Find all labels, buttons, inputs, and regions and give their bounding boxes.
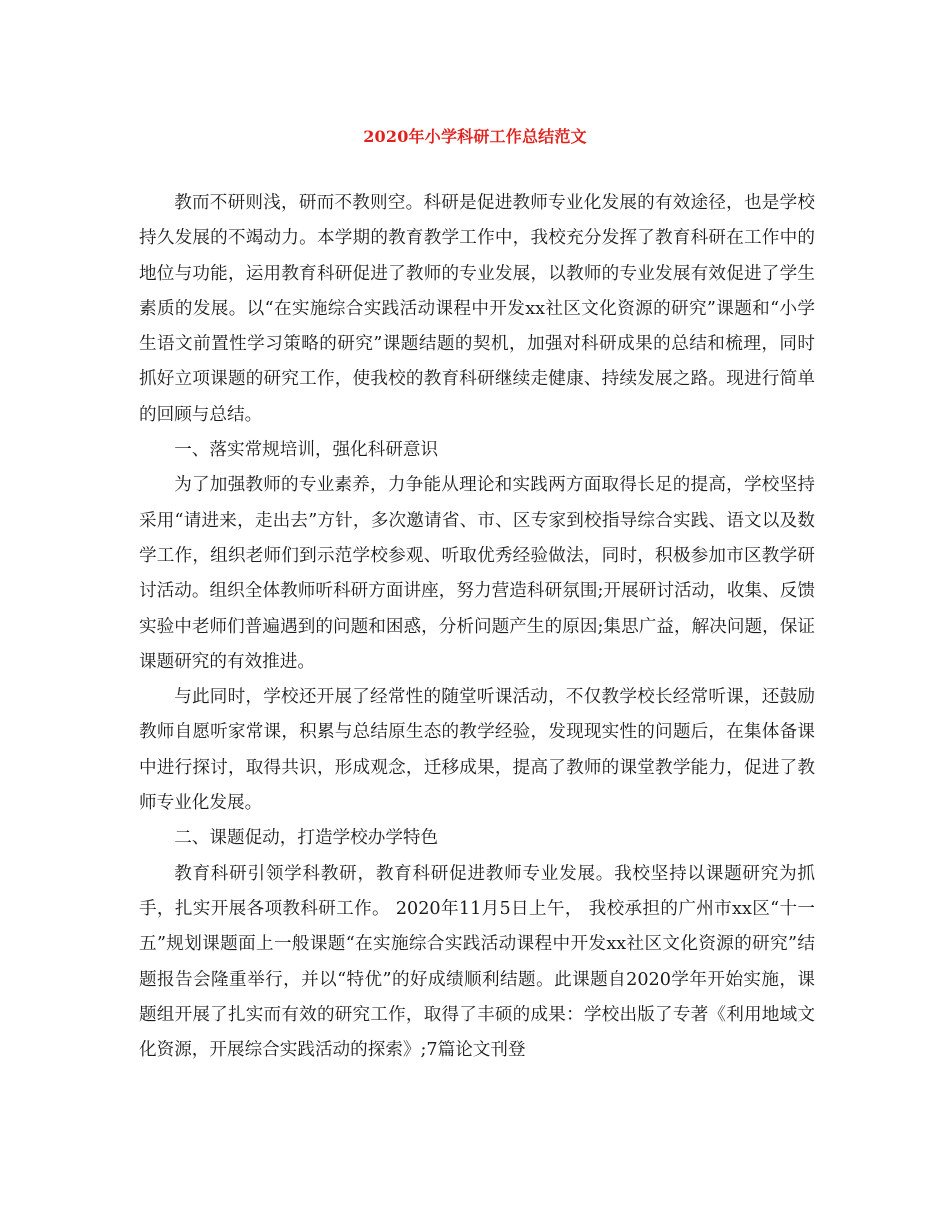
paragraph-intro: 教而不研则浅，研而不教则空。科研是促进教师专业化发展的有效途径，也是学校持久发展的不竭动力。本学期的教育教学工作中，我校充分发挥了教育科研在工作中的地位与功能，运用教育科研促进了教师的专业发展，以教师的专业发展有效促进了学生素质的发展。以“在实施综合实践活动课程中开发xx社区文化资源的研究”课题和“小学生语文前置性学习策略的研究”课题结题的契机，加强对科研成果的总结和梳理，同时抓好立项课题的研究工作，使我校的教育科研继续走健康、持续发展之路。现进行简单的回顾与总结。 [139, 193, 815, 425]
paragraph-training: 为了加强教师的专业素养，力争能从理论和实践两方面取得长足的提高，学校坚持采用“请进来，走出去”方针，多次邀请省、市、区专家到校指导综合实践、语文以及数学工作，组织老师们到示范学校参观、听取优秀经验做法，同时，积极参加市区教学研讨活动。组织全体教师听科研方面讲座，努力营造科研氛围;开展研讨活动，收集、反馈实验中老师们普遍遇到的问题和困惑，分析问题产生的原因;集思广益，解决问题，保证课题研究的有效推进。 [139, 475, 815, 672]
section-heading-1: 一、落实常规培训，强化科研意识 [174, 440, 439, 461]
document-title: 2020年小学科研工作总结范文 [363, 127, 587, 146]
paragraph-research-projects: 教育科研引领学科教研，教育科研促进教师专业发展。我校坚持以课题研究为抓手，扎实开展各项教科研工作。 2020年11月5日上午， 我校承担的广州市xx区“十一五”规划课题面上一般课题“在实施综合实践活动课程中开发xx社区文化资源的研究”结题报告会隆重举行，并以“特优”的好成绩顺利结题。此课题自2020学年开始实施，课题组开展了扎实而有效的研究工作，取得了丰硕的成果：学校出版了专著《利用地域文化资源，开展综合实践活动的探索》;7篇论文刊登 [139, 863, 815, 1061]
document-body [139, 186, 815, 1068]
section-heading-2: 二、课题促动，打造学校办学特色 [174, 828, 439, 849]
paragraph-lesson-observation: 与此同时，学校还开展了经常性的随堂听课活动，不仅教学校长经常听课，还鼓励教师自愿听家常课，积累与总结原生态的教学经验，发现现实性的问题后，在集体备课中进行探讨，取得共识，形成观念，迁移成果，提高了教师的课堂教学能力，促进了教师专业化发展。 [139, 687, 815, 814]
